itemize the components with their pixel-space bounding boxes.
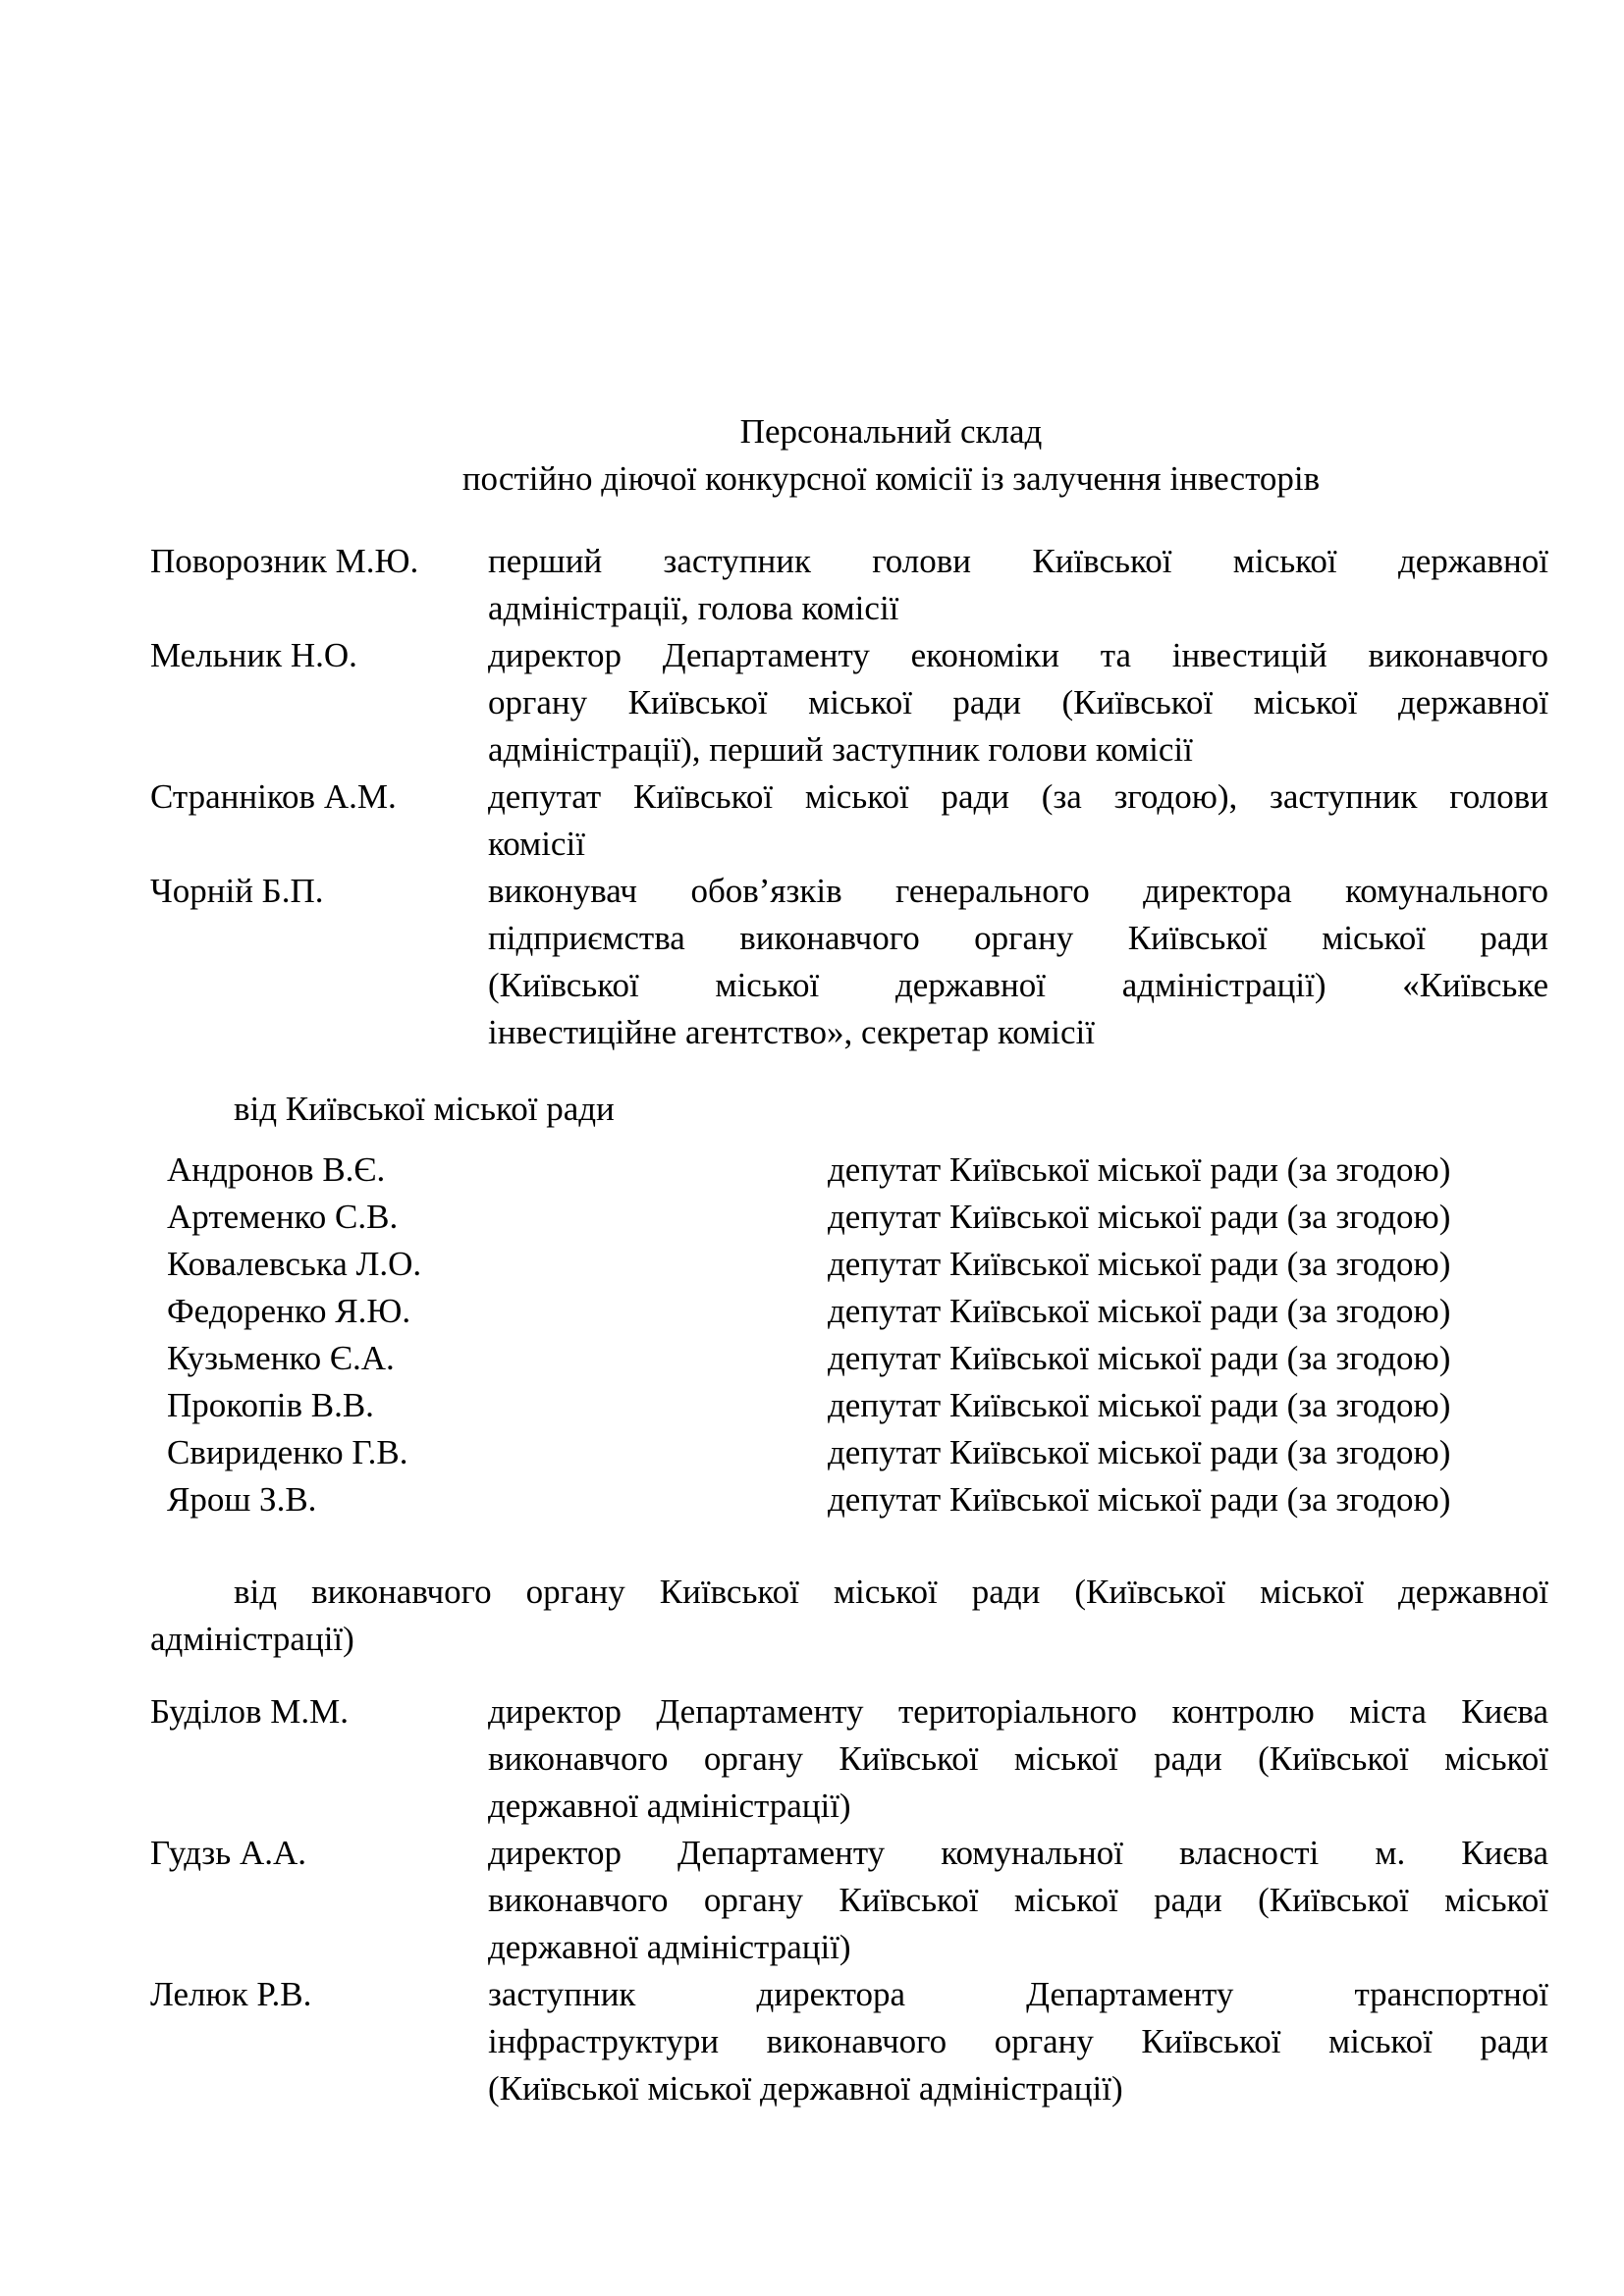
role-line: депутат Київської міської ради (за згодою), заступник голови — [488, 777, 1548, 816]
role-line: інфраструктури виконавчого органу Київської міської ради — [488, 2022, 1548, 2060]
title-line-2: постійно діючої конкурсної комісії із залучення інвесторів — [461, 459, 1321, 498]
person-role — [488, 868, 1548, 1056]
person-role — [488, 1971, 1548, 2112]
deputy-row — [150, 1476, 1548, 1523]
officer-row — [150, 538, 1548, 632]
role-line: директор Департаменту територіального контролю міста Києва — [488, 1692, 1548, 1731]
person-name: Федоренко Я.Ю. — [167, 1292, 411, 1330]
person-name: Андронов В.Є. — [167, 1150, 386, 1189]
officer-row — [150, 632, 1548, 774]
person-name: Чорній Б.П. — [150, 872, 324, 910]
role-line: (Київської міської державної адміністрації) «Київське — [488, 966, 1548, 1004]
person-role: депутат Київської міської ради (за згодою) — [828, 1245, 1451, 1283]
role-line: директор Департаменту комунальної власності м. Києва — [488, 1834, 1548, 1872]
person-role — [488, 1688, 1548, 1830]
person-role — [488, 632, 1548, 774]
deputy-row — [150, 1382, 1548, 1429]
person-role: депутат Київської міської ради (за згодою) — [828, 1480, 1451, 1519]
role-line: виконавчого органу Київської міської ради (Київської міської — [488, 1881, 1548, 1919]
officer-row — [150, 1830, 1548, 1971]
title-line-1: Персональний склад — [739, 412, 1043, 451]
role-line: органу Київської міської ради (Київської міської державної — [488, 683, 1548, 721]
role-line: адміністрації, голова комісії — [488, 589, 899, 627]
deputy-row — [150, 1147, 1548, 1194]
role-line: виконувач обов’язків генерального директора комунального — [488, 872, 1548, 910]
commission-officers-list — [150, 538, 1548, 1056]
officer-row — [150, 1688, 1548, 1830]
document-title — [234, 408, 1548, 503]
role-line: державної адміністрації) — [488, 1787, 851, 1825]
person-role: депутат Київської міської ради (за згодою) — [828, 1386, 1451, 1424]
role-line: перший заступник голови Київської міської державної — [488, 542, 1548, 580]
person-role: депутат Київської міської ради (за згодою) — [828, 1198, 1451, 1236]
deputy-row — [150, 1288, 1548, 1335]
executive-heading-line-1: від виконавчого органу Київської міської ради (Київської міської державної — [234, 1573, 1548, 1611]
council-members-list — [150, 1147, 1548, 1523]
person-name: Ковалевська Л.О. — [167, 1245, 422, 1283]
role-line: підприємства виконавчого органу Київської міської ради — [488, 919, 1548, 957]
person-role: депутат Київської міської ради (за згодою) — [828, 1150, 1451, 1189]
person-name: Ярош З.В. — [167, 1480, 317, 1519]
person-name: Мельник Н.О. — [150, 636, 357, 674]
executive-heading-line-2: адміністрації) — [150, 1620, 354, 1658]
deputy-row — [150, 1194, 1548, 1241]
officer-row — [150, 1971, 1548, 2112]
role-line: інвестиційне агентство», секретар комісії — [488, 1013, 1095, 1051]
council-section-heading: від Київської міської ради — [234, 1090, 615, 1128]
person-role: депутат Київської міської ради (за згодою) — [828, 1339, 1451, 1377]
role-line: адміністрації), перший заступник голови комісії — [488, 730, 1193, 769]
role-line: виконавчого органу Київської міської ради (Київської міської — [488, 1739, 1548, 1778]
person-name: Поворозник М.Ю. — [150, 542, 419, 580]
executive-members-list — [150, 1688, 1548, 2112]
person-role — [488, 1830, 1548, 1971]
role-line: (Київської міської державної адміністрації) — [488, 2069, 1123, 2108]
person-role — [488, 774, 1548, 868]
person-role: депутат Київської міської ради (за згодою) — [828, 1292, 1451, 1330]
officer-row — [150, 774, 1548, 868]
person-name: Кузьменко Є.А. — [167, 1339, 395, 1377]
role-line: державної адміністрації) — [488, 1928, 851, 1966]
person-name: Буділов М.М. — [150, 1692, 350, 1731]
person-name: Лелюк Р.В. — [150, 1975, 312, 2013]
deputy-row — [150, 1241, 1548, 1288]
role-line: комісії — [488, 825, 585, 863]
role-line: заступник директора Департаменту транспортної — [488, 1975, 1548, 2013]
person-name: Прокопів В.В. — [167, 1386, 374, 1424]
deputy-row — [150, 1429, 1548, 1476]
person-role — [488, 538, 1548, 632]
person-name: Странніков А.М. — [150, 777, 397, 816]
person-name: Артеменко С.В. — [167, 1198, 399, 1236]
deputy-row — [150, 1335, 1548, 1382]
executive-section-heading — [150, 1569, 1548, 1663]
person-role: депутат Київської міської ради (за згодою) — [828, 1433, 1451, 1471]
officer-row — [150, 868, 1548, 1056]
person-name: Гудзь А.А. — [150, 1834, 307, 1872]
role-line: директор Департаменту економіки та інвестицій виконавчого — [488, 636, 1548, 674]
person-name: Свириденко Г.В. — [167, 1433, 408, 1471]
